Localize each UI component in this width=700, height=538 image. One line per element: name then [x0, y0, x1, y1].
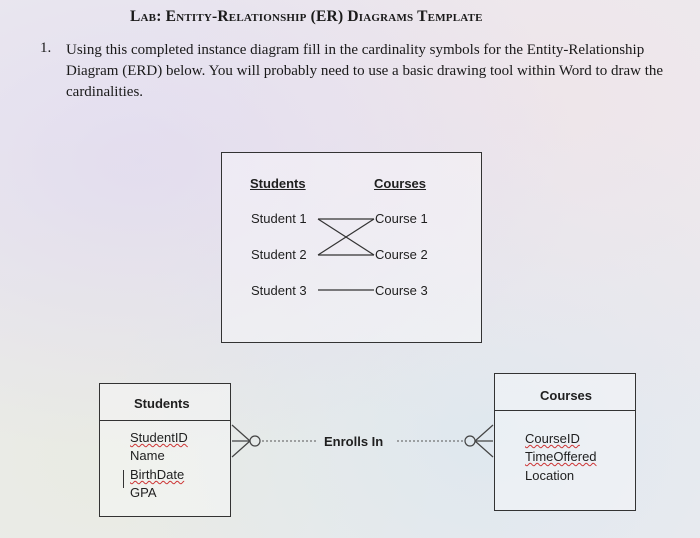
page-title: Lab: Entity-Relationship (ER) Diagrams Template — [130, 8, 483, 25]
question-number: 1. — [40, 40, 52, 56]
instance-courses-header: Courses — [374, 176, 427, 191]
instance-students-header: Students — [250, 176, 306, 191]
courses-attr-location: Location — [525, 468, 575, 483]
relationship-label: Enrolls In — [324, 434, 384, 449]
instance-student-2: Student 2 — [251, 247, 307, 262]
courses-attr-timeoffered: TimeOffered — [525, 449, 597, 464]
text-cursor — [123, 470, 124, 488]
students-attr-studentid: StudentID — [130, 430, 188, 445]
students-entity-title: Students — [134, 396, 190, 411]
courses-entity-divider — [495, 410, 635, 411]
instance-course-2: Course 2 — [375, 247, 428, 262]
students-crowsfoot-icon — [232, 425, 260, 457]
students-attr-name: Name — [130, 448, 165, 463]
instance-course-1: Course 1 — [375, 211, 428, 226]
instance-student-3: Student 3 — [251, 283, 307, 298]
courses-attr-courseid: CourseID — [525, 431, 580, 446]
students-attr-birthdate: BirthDate — [130, 467, 185, 482]
students-attr-gpa: GPA — [130, 485, 157, 500]
students-entity-divider — [100, 420, 230, 421]
instance-student-1: Student 1 — [251, 211, 307, 226]
question-text: Using this completed instance diagram fill in the cardinality symbols for the Entity-Relationship Diagram (ERD) below. You will probably need to use a basic drawing tool within Word to draw the cardinalities. — [66, 42, 664, 100]
instance-course-3: Course 3 — [375, 283, 428, 298]
courses-entity-title: Courses — [540, 388, 593, 403]
courses-crowsfoot-icon — [465, 425, 493, 457]
